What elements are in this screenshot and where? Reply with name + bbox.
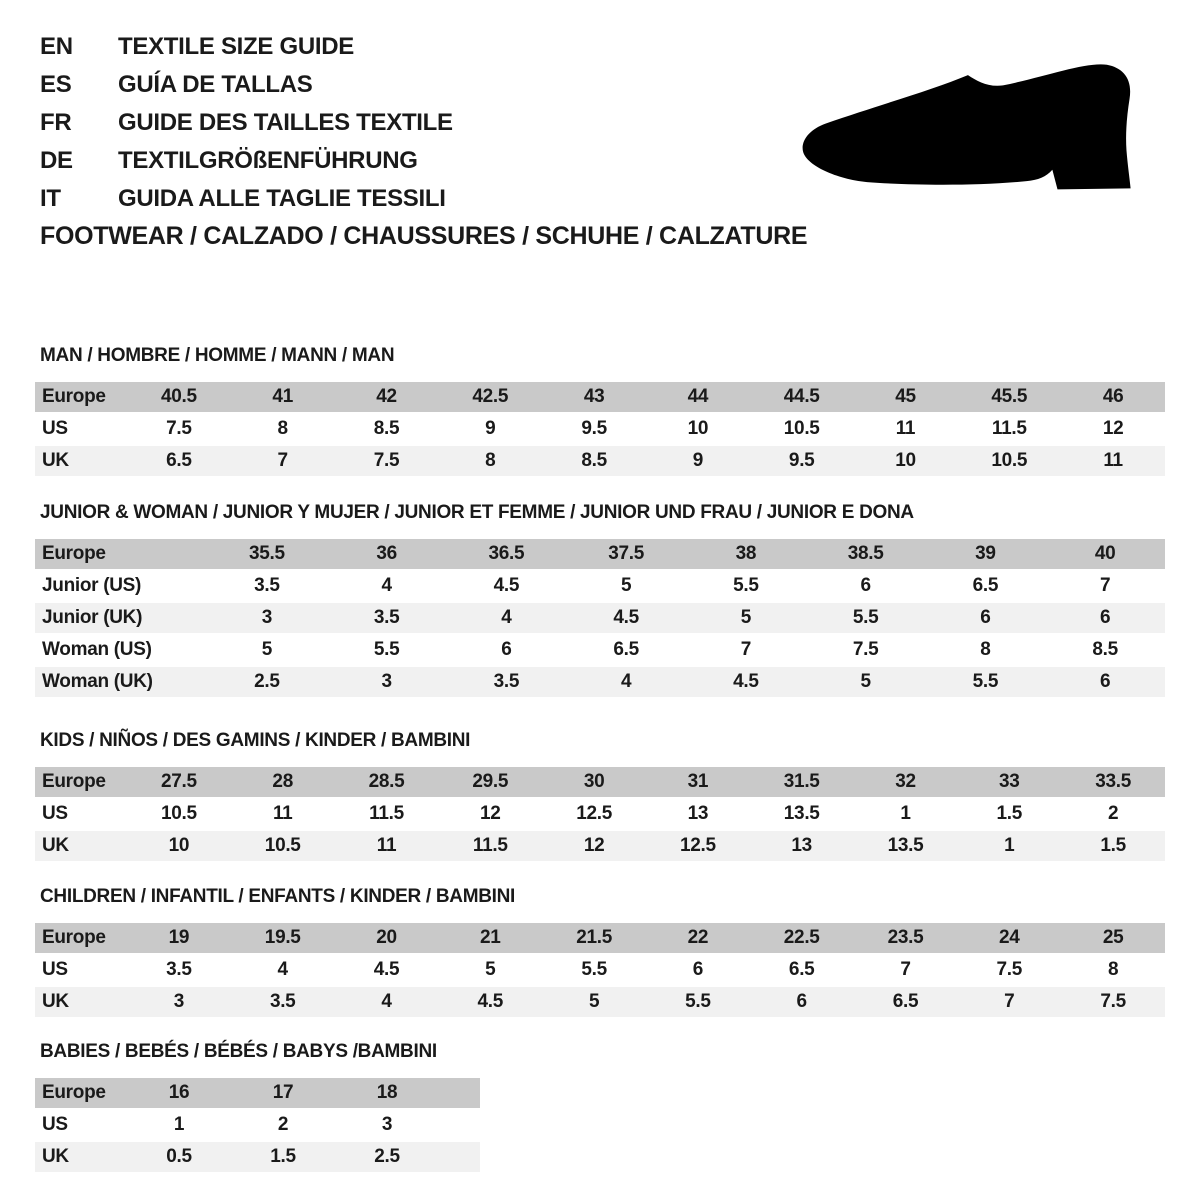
table-row bbox=[35, 831, 1165, 861]
size-cell: 42.5 bbox=[472, 386, 509, 407]
size-cell: 10.5 bbox=[161, 803, 197, 824]
size-cell: 27.5 bbox=[161, 771, 197, 792]
size-cell: 12 bbox=[1102, 418, 1124, 439]
size-cell: 10 bbox=[168, 835, 190, 856]
size-cell: 3 bbox=[381, 1114, 393, 1135]
row-label: US bbox=[42, 1114, 68, 1135]
size-cell: 16 bbox=[168, 1082, 190, 1103]
size-cell: 0.5 bbox=[166, 1146, 192, 1167]
size-cell: 5.5 bbox=[972, 671, 999, 692]
size-cell: 3.5 bbox=[269, 991, 296, 1012]
row-label: UK bbox=[42, 835, 69, 856]
size-cell: 40 bbox=[1094, 543, 1116, 564]
row-label: US bbox=[42, 803, 68, 824]
size-cell: 29.5 bbox=[472, 771, 509, 792]
language-code: EN bbox=[40, 33, 73, 60]
size-cell: 28 bbox=[272, 771, 293, 792]
size-cell: 7 bbox=[1004, 991, 1015, 1012]
size-cell: 25 bbox=[1102, 927, 1124, 948]
size-cell: 5 bbox=[588, 991, 600, 1012]
size-cell: 5 bbox=[860, 671, 871, 692]
size-cell: 4.5 bbox=[613, 607, 639, 628]
size-cell: 3 bbox=[173, 991, 185, 1012]
size-cell: 44 bbox=[687, 386, 709, 407]
table-title: BABIES / BEBÉS / BÉBÉS / BABYS /BAMBINI bbox=[40, 1041, 437, 1062]
size-cell: 8.5 bbox=[1092, 639, 1118, 660]
row-label: Europe bbox=[42, 543, 106, 564]
size-cell: 21 bbox=[480, 927, 501, 948]
size-cell: 3.5 bbox=[373, 607, 400, 628]
size-table-kids bbox=[35, 765, 1165, 863]
size-cell: 13.5 bbox=[887, 835, 924, 856]
size-cell: 17 bbox=[272, 1082, 294, 1103]
table-row bbox=[35, 667, 1165, 697]
size-cell: 21.5 bbox=[576, 927, 612, 948]
size-cell: 35.5 bbox=[248, 543, 285, 564]
size-cell: 7 bbox=[277, 450, 288, 471]
table-row bbox=[35, 603, 1165, 633]
table-row bbox=[35, 923, 1165, 953]
size-cell: 5 bbox=[740, 607, 752, 628]
size-cell: 12.5 bbox=[679, 835, 716, 856]
size-cell: 11 bbox=[272, 803, 293, 824]
dress-shoe-icon bbox=[795, 52, 1145, 197]
size-cell: 5 bbox=[485, 959, 496, 980]
size-cell: 4 bbox=[381, 991, 392, 1012]
size-section-children bbox=[35, 886, 1165, 1019]
size-cell: 11 bbox=[895, 418, 916, 439]
category-heading: FOOTWEAR / CALZADO / CHAUSSURES / SCHUHE / CALZATURE bbox=[40, 222, 808, 250]
size-cell: 4.5 bbox=[373, 959, 400, 980]
language-header bbox=[40, 28, 453, 218]
size-cell: 42 bbox=[376, 386, 397, 407]
table-row bbox=[35, 1078, 480, 1108]
size-cell: 8.5 bbox=[581, 450, 607, 471]
size-cell: 31.5 bbox=[783, 771, 820, 792]
size-table-children bbox=[35, 921, 1165, 1019]
row-label: UK bbox=[42, 450, 69, 471]
size-cell: 4 bbox=[501, 607, 512, 628]
row-label: US bbox=[42, 418, 68, 439]
size-cell: 3.5 bbox=[493, 671, 520, 692]
size-cell: 1.5 bbox=[270, 1146, 296, 1167]
size-cell: 6.5 bbox=[166, 450, 192, 471]
size-cell: 2.5 bbox=[254, 671, 280, 692]
language-row bbox=[40, 104, 453, 142]
size-cell: 45 bbox=[895, 386, 916, 407]
size-cell: 2 bbox=[277, 1114, 289, 1135]
row-label: UK bbox=[42, 1146, 69, 1167]
size-cell: 43 bbox=[583, 386, 605, 407]
row-label: Europe bbox=[42, 1082, 106, 1103]
size-cell: 10.5 bbox=[264, 835, 301, 856]
size-cell: 5.5 bbox=[581, 959, 607, 980]
size-cell: 6 bbox=[692, 959, 704, 980]
size-cell: 19 bbox=[168, 927, 190, 948]
size-cell: 8.5 bbox=[373, 418, 400, 439]
table-row bbox=[35, 446, 1165, 476]
size-cell: 5.5 bbox=[733, 575, 759, 596]
size-cell: 4 bbox=[381, 575, 392, 596]
size-cell: 9.5 bbox=[581, 418, 607, 439]
size-cell: 11 bbox=[376, 835, 397, 856]
size-cell: 46 bbox=[1102, 386, 1124, 407]
size-cell: 32 bbox=[895, 771, 916, 792]
size-cell: 38.5 bbox=[847, 543, 884, 564]
size-cell: 12.5 bbox=[576, 803, 612, 824]
size-cell: 19.5 bbox=[264, 927, 301, 948]
table-row bbox=[35, 767, 1165, 797]
table-row bbox=[35, 955, 1165, 985]
size-cell: 9 bbox=[692, 450, 704, 471]
table-title: KIDS / NIÑOS / DES GAMINS / KINDER / BAMBINI bbox=[40, 730, 471, 751]
filler-cell bbox=[439, 1078, 480, 1108]
size-cell: 22.5 bbox=[783, 927, 820, 948]
size-cell: 40.5 bbox=[161, 386, 197, 407]
size-cell: 36 bbox=[376, 543, 397, 564]
size-cell: 8 bbox=[980, 639, 991, 660]
size-cell: 6.5 bbox=[892, 991, 919, 1012]
size-cell: 1 bbox=[173, 1114, 185, 1135]
size-section-babies bbox=[35, 1041, 480, 1174]
size-cell: 11.5 bbox=[991, 418, 1027, 439]
size-cell: 8 bbox=[277, 418, 288, 439]
size-cell: 38 bbox=[735, 543, 757, 564]
size-cell: 44.5 bbox=[783, 386, 820, 407]
size-cell: 1.5 bbox=[1100, 835, 1126, 856]
row-label: Junior (US) bbox=[42, 575, 142, 596]
size-table-babies bbox=[35, 1076, 480, 1174]
size-cell: 3.5 bbox=[166, 959, 192, 980]
language-code: ES bbox=[40, 71, 72, 98]
size-cell: 4 bbox=[277, 959, 288, 980]
size-cell: 8 bbox=[485, 450, 496, 471]
size-cell: 4.5 bbox=[477, 991, 504, 1012]
size-cell: 7.5 bbox=[1100, 991, 1126, 1012]
size-cell: 7.5 bbox=[373, 450, 400, 471]
row-label: Woman (US) bbox=[42, 639, 152, 660]
size-cell: 1.5 bbox=[996, 803, 1023, 824]
language-code: IT bbox=[40, 185, 61, 212]
table-row bbox=[35, 799, 1165, 829]
size-cell: 30 bbox=[583, 771, 605, 792]
size-cell: 9 bbox=[485, 418, 496, 439]
size-cell: 24 bbox=[999, 927, 1020, 948]
size-cell: 4.5 bbox=[733, 671, 759, 692]
size-cell: 3 bbox=[261, 607, 273, 628]
language-code: DE bbox=[40, 147, 73, 174]
size-cell: 28.5 bbox=[368, 771, 405, 792]
size-cell: 2 bbox=[1107, 803, 1119, 824]
size-cell: 10 bbox=[687, 418, 709, 439]
size-cell: 5.5 bbox=[373, 639, 400, 660]
language-title: GUÍA DE TALLAS bbox=[118, 71, 313, 98]
size-cell: 7.5 bbox=[996, 959, 1023, 980]
size-cell: 11.5 bbox=[369, 803, 404, 824]
size-cell: 45.5 bbox=[991, 386, 1028, 407]
language-title: TEXTILE SIZE GUIDE bbox=[118, 33, 354, 60]
size-cell: 13 bbox=[687, 803, 709, 824]
size-cell: 1 bbox=[1004, 835, 1015, 856]
language-title: TEXTILGRÖßENFÜHRUNG bbox=[118, 147, 418, 174]
size-cell: 4.5 bbox=[493, 575, 520, 596]
size-cell: 6.5 bbox=[788, 959, 815, 980]
table-title: JUNIOR & WOMAN / JUNIOR Y MUJER / JUNIOR ET FEMME / JUNIOR UND FRAU / JUNIOR E DONA bbox=[40, 502, 914, 523]
size-section-junior-woman bbox=[35, 502, 1165, 699]
size-cell: 5 bbox=[620, 575, 632, 596]
size-cell: 10 bbox=[895, 450, 916, 471]
row-label: US bbox=[42, 959, 68, 980]
size-cell: 10.5 bbox=[991, 450, 1028, 471]
table-row bbox=[35, 1142, 480, 1172]
row-label: Europe bbox=[42, 386, 106, 407]
size-table-junior-woman bbox=[35, 537, 1165, 699]
size-cell: 39 bbox=[975, 543, 996, 564]
filler-cell bbox=[439, 1110, 480, 1140]
size-cell: 10.5 bbox=[783, 418, 820, 439]
size-section-kids bbox=[35, 730, 1165, 863]
language-code: FR bbox=[40, 109, 72, 136]
size-cell: 5.5 bbox=[852, 607, 879, 628]
size-cell: 18 bbox=[376, 1082, 398, 1103]
table-title: MAN / HOMBRE / HOMME / MANN / MAN bbox=[40, 345, 395, 366]
language-row bbox=[40, 28, 453, 66]
size-cell: 7 bbox=[900, 959, 911, 980]
row-label: Junior (UK) bbox=[42, 607, 143, 628]
size-cell: 6 bbox=[980, 607, 991, 628]
size-cell: 7.5 bbox=[166, 418, 192, 439]
size-section-man bbox=[35, 345, 1165, 478]
size-cell: 13 bbox=[791, 835, 812, 856]
size-cell: 11.5 bbox=[472, 835, 508, 856]
language-row bbox=[40, 180, 453, 218]
size-cell: 5 bbox=[261, 639, 273, 660]
size-cell: 22 bbox=[687, 927, 709, 948]
size-cell: 6.5 bbox=[613, 639, 639, 660]
size-cell: 7 bbox=[1099, 575, 1111, 596]
size-cell: 5.5 bbox=[685, 991, 711, 1012]
table-row bbox=[35, 382, 1165, 412]
table-row bbox=[35, 635, 1165, 665]
table-row bbox=[35, 539, 1165, 569]
table-row bbox=[35, 1110, 480, 1140]
row-label: Europe bbox=[42, 927, 106, 948]
language-row bbox=[40, 66, 453, 104]
size-cell: 12 bbox=[480, 803, 501, 824]
table-row bbox=[35, 414, 1165, 444]
size-cell: 6.5 bbox=[972, 575, 999, 596]
language-row bbox=[40, 142, 453, 180]
size-cell: 12 bbox=[583, 835, 605, 856]
table-title: CHILDREN / INFANTIL / ENFANTS / KINDER / BAMBINI bbox=[40, 886, 516, 907]
size-cell: 6 bbox=[860, 575, 871, 596]
row-label: Woman (UK) bbox=[42, 671, 153, 692]
size-cell: 23.5 bbox=[887, 927, 924, 948]
row-label: UK bbox=[42, 991, 69, 1012]
size-cell: 6 bbox=[796, 991, 807, 1012]
size-cell: 13.5 bbox=[783, 803, 820, 824]
size-cell: 8 bbox=[1107, 959, 1119, 980]
size-cell: 20 bbox=[376, 927, 397, 948]
size-cell: 11 bbox=[1103, 450, 1123, 471]
size-cell: 3.5 bbox=[254, 575, 280, 596]
filler-cell bbox=[439, 1142, 480, 1172]
size-cell: 6 bbox=[1099, 607, 1111, 628]
size-cell: 36.5 bbox=[488, 543, 525, 564]
row-label: Europe bbox=[42, 771, 106, 792]
size-cell: 3 bbox=[381, 671, 392, 692]
size-cell: 33.5 bbox=[1095, 771, 1131, 792]
table-row bbox=[35, 987, 1165, 1017]
size-cell: 6 bbox=[501, 639, 512, 660]
size-cell: 9.5 bbox=[788, 450, 815, 471]
language-title: GUIDE DES TAILLES TEXTILE bbox=[118, 109, 453, 136]
size-cell: 33 bbox=[999, 771, 1020, 792]
size-cell: 1 bbox=[900, 803, 911, 824]
language-title: GUIDA ALLE TAGLIE TESSILI bbox=[118, 185, 446, 212]
size-cell: 41 bbox=[272, 386, 293, 407]
size-cell: 4 bbox=[620, 671, 632, 692]
size-cell: 37.5 bbox=[608, 543, 645, 564]
size-cell: 2.5 bbox=[374, 1146, 400, 1167]
size-cell: 6 bbox=[1099, 671, 1111, 692]
table-row bbox=[35, 571, 1165, 601]
size-cell: 7 bbox=[740, 639, 752, 660]
size-table-man bbox=[35, 380, 1165, 478]
size-cell: 31 bbox=[687, 771, 709, 792]
size-cell: 7.5 bbox=[852, 639, 879, 660]
